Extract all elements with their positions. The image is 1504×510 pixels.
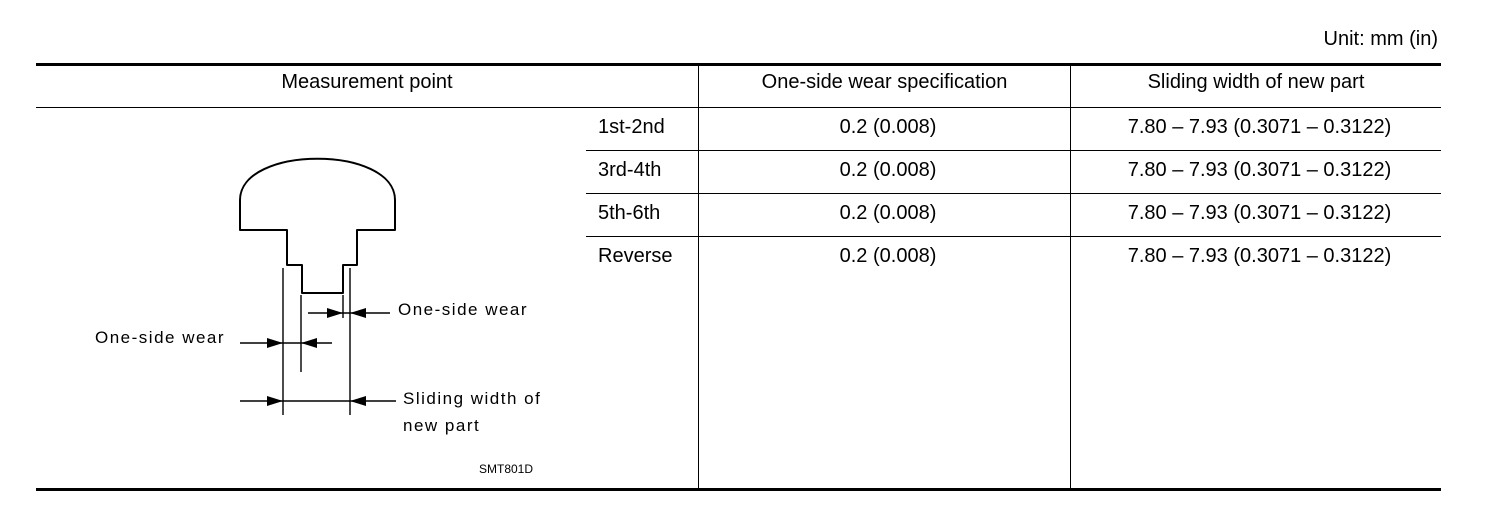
row-width-value: 7.80 – 7.93 (0.3071 – 0.3122) — [1127, 202, 1392, 224]
row-wear-value: 0.2 (0.008) — [839, 116, 937, 138]
header-measurement-point: Measurement point — [281, 71, 453, 93]
fork-head-outline — [240, 159, 395, 293]
figure-code: SMT801D — [479, 462, 534, 476]
row-width-value: 7.80 – 7.93 (0.3071 – 0.3122) — [1127, 245, 1392, 267]
row-point-label: Reverse — [598, 245, 673, 267]
label-sliding-width-line1: Sliding width of — [403, 389, 542, 408]
row-width-value: 7.80 – 7.93 (0.3071 – 0.3122) — [1127, 116, 1392, 138]
row-point-label: 1st-2nd — [598, 116, 665, 138]
arrowhead — [350, 396, 366, 406]
arrowhead — [301, 338, 317, 348]
label-sliding-width-line2: new part — [403, 416, 481, 435]
row-wear-value: 0.2 (0.008) — [839, 159, 937, 181]
row-point-label: 3rd-4th — [598, 159, 662, 181]
row-wear-value: 0.2 (0.008) — [839, 202, 937, 224]
arrowhead — [267, 338, 283, 348]
label-one-side-wear-right: One-side wear — [398, 300, 529, 319]
header-one-side-wear: One-side wear specification — [761, 71, 1008, 93]
row-width-value: 7.80 – 7.93 (0.3071 – 0.3122) — [1127, 159, 1392, 181]
arrowhead — [267, 396, 283, 406]
arrowhead — [327, 308, 343, 318]
unit-label: Unit: mm (in) — [1323, 28, 1438, 50]
row-point-label: 5th-6th — [598, 202, 661, 224]
arrowhead — [350, 308, 366, 318]
label-one-side-wear-left: One-side wear — [95, 328, 226, 347]
header-sliding-width: Sliding width of new part — [1147, 71, 1365, 93]
row-wear-value: 0.2 (0.008) — [839, 245, 937, 267]
